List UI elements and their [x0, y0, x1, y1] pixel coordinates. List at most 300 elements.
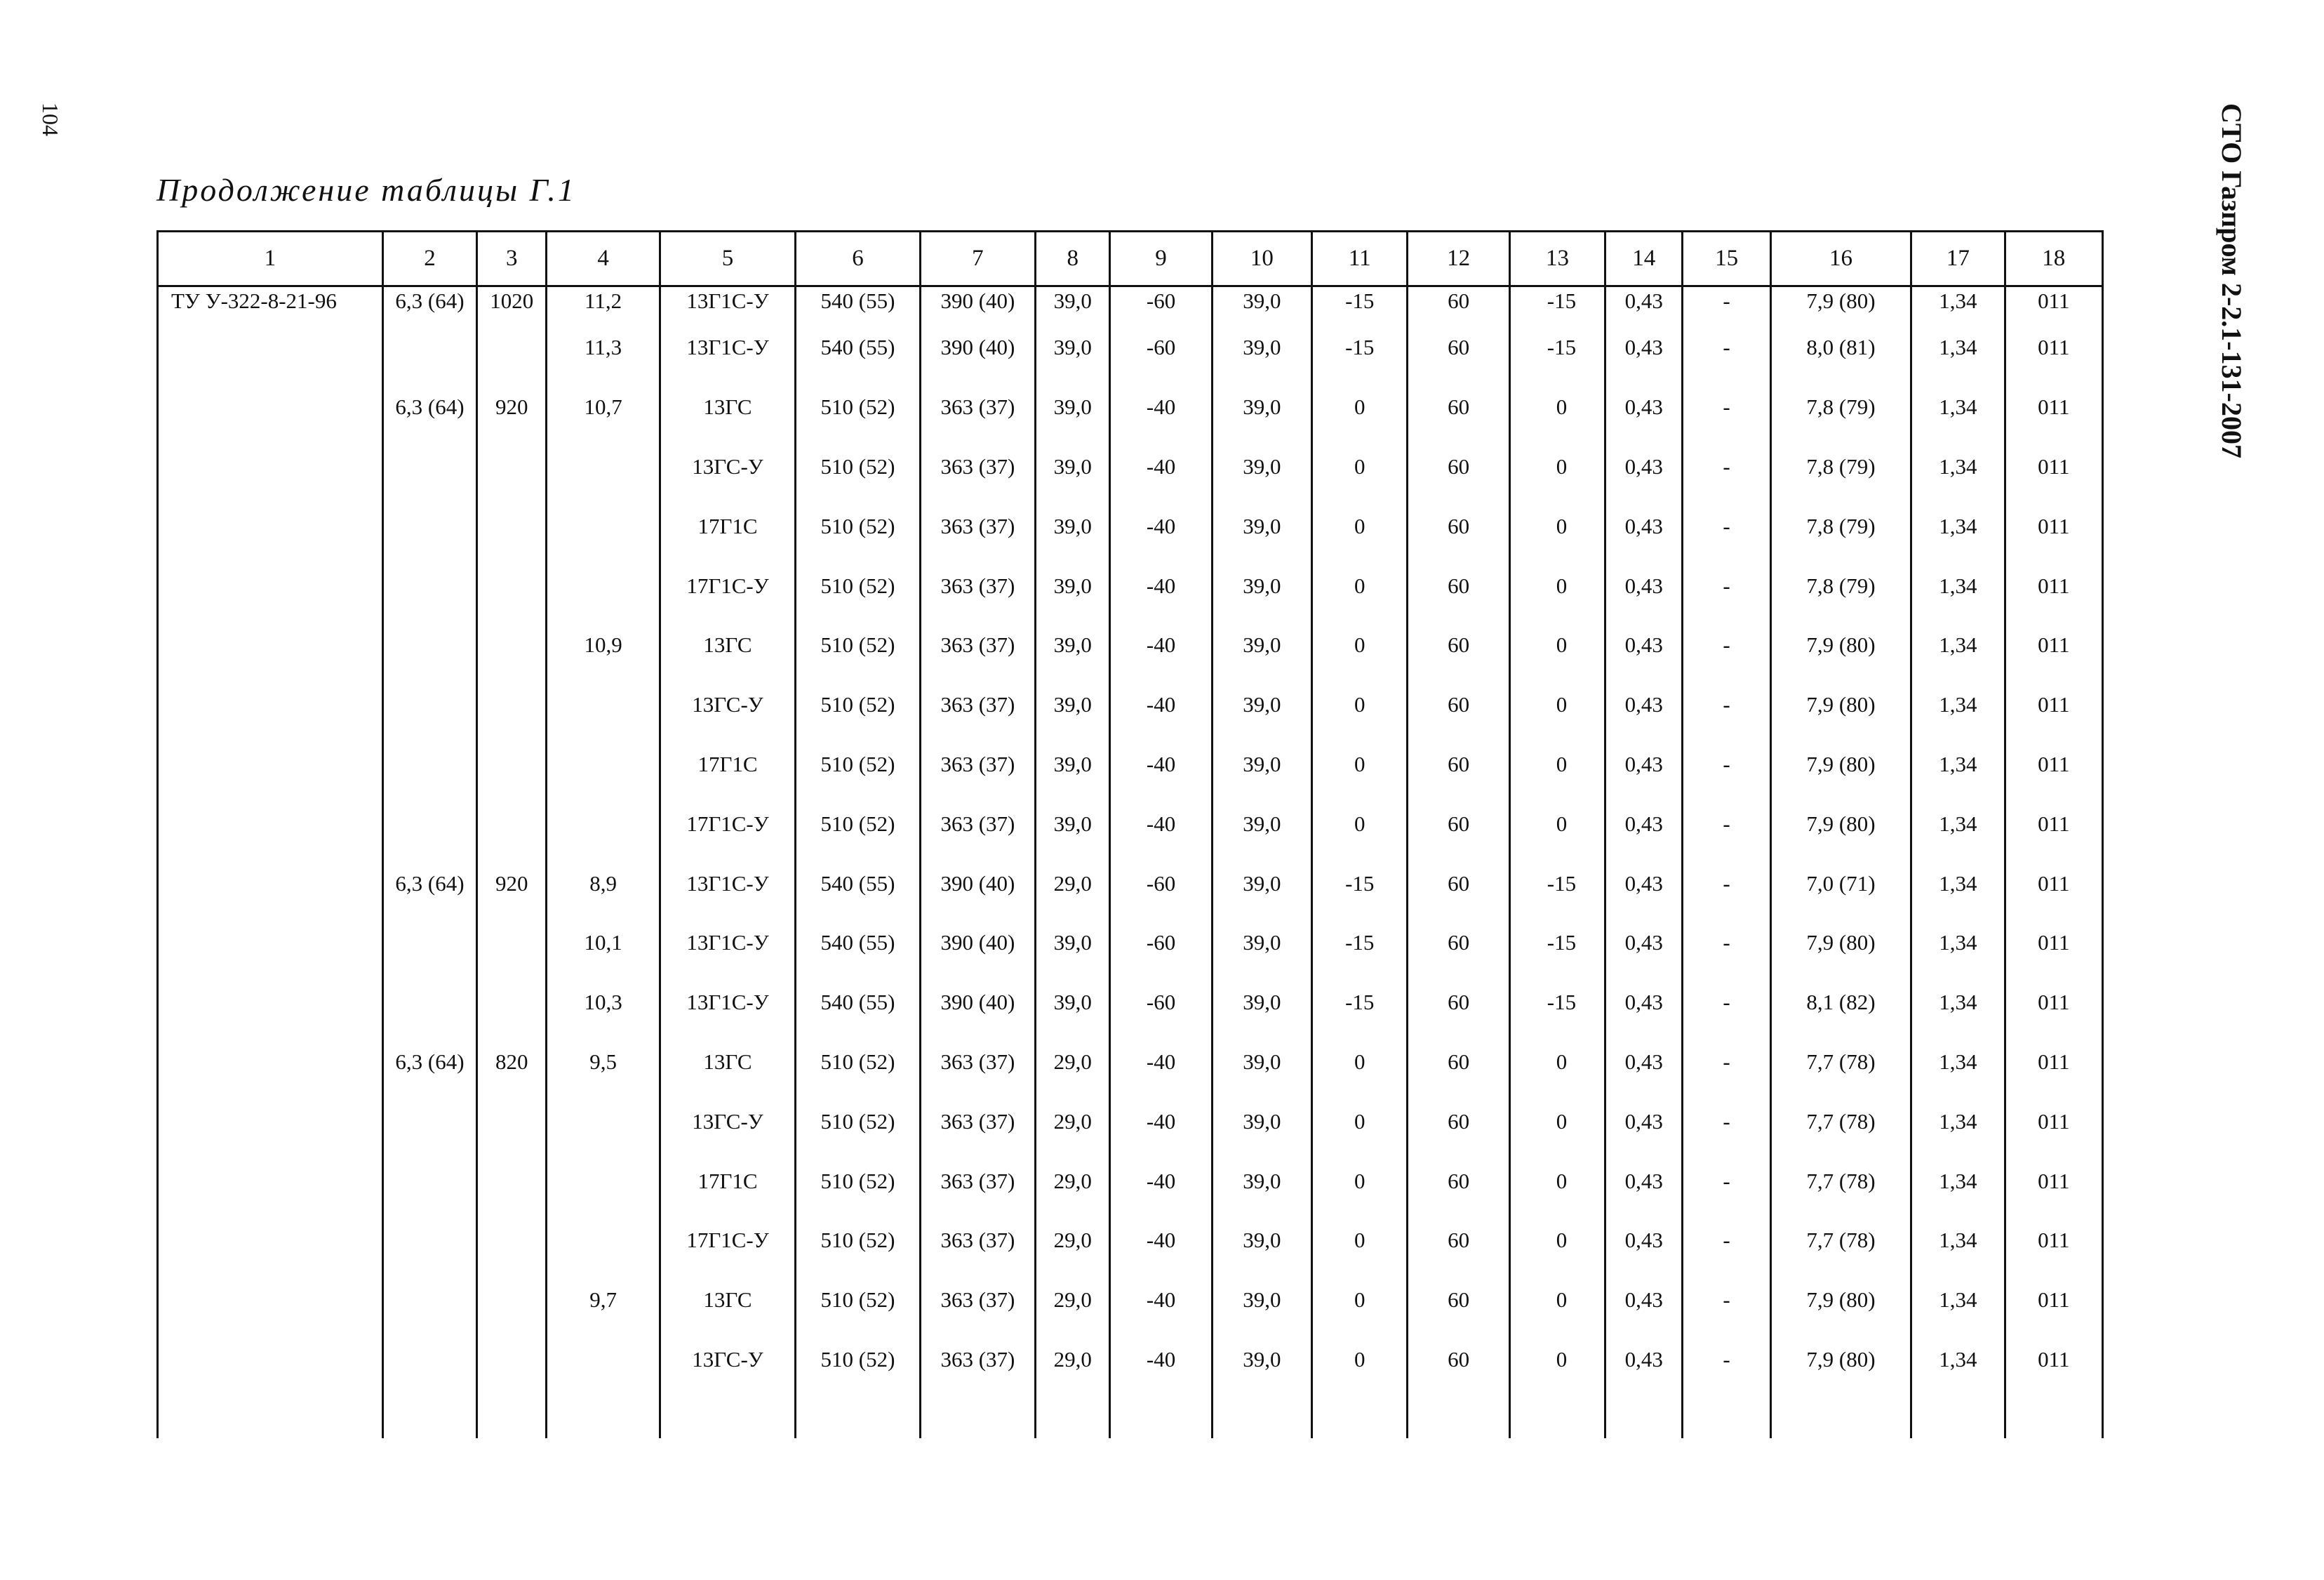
table-cell: ТУ У-322-8-21-96 [158, 286, 383, 319]
table-cell: 390 (40) [920, 973, 1035, 1033]
table-cell: 39,0 [1036, 437, 1110, 497]
table-cell: 6,3 (64) [382, 286, 476, 319]
table-cell: 363 (37) [920, 1270, 1035, 1330]
table-cell: 0 [1312, 1091, 1408, 1151]
column-header-8: 8 [1036, 232, 1110, 286]
table-cell: 0,43 [1605, 1211, 1683, 1270]
table-cell: 39,0 [1212, 556, 1311, 616]
table-cell: - [1683, 794, 1770, 854]
table-cell: 0,43 [1605, 1091, 1683, 1151]
table-cell: 011 [2005, 973, 2102, 1033]
table-cell: 1,34 [1911, 437, 2005, 497]
column-header-9: 9 [1110, 232, 1212, 286]
table-cell: 0,43 [1605, 913, 1683, 973]
table-cell: 540 (55) [796, 318, 920, 378]
table-cell: 0 [1509, 378, 1605, 437]
table-cell: 1,34 [1911, 794, 2005, 854]
table-cell: 540 (55) [796, 854, 920, 913]
table-row [158, 675, 2103, 735]
table-cell: - [1683, 616, 1770, 675]
table-cell: 60 [1408, 675, 1509, 735]
table-cell: 540 (55) [796, 286, 920, 319]
table-cell: 13Г1С-У [660, 973, 795, 1033]
table-cell: 39,0 [1036, 794, 1110, 854]
table-cell: 0 [1509, 1270, 1605, 1330]
table-cell: 0,43 [1605, 973, 1683, 1033]
table-cell: - [1683, 437, 1770, 497]
table-cell: 13Г1С-У [660, 913, 795, 973]
table-cell: 60 [1408, 1033, 1509, 1092]
table-cell: -40 [1110, 556, 1212, 616]
table-cell [158, 1151, 383, 1211]
table-cell: -40 [1110, 1330, 1212, 1390]
table-cell: 29,0 [1036, 1330, 1110, 1390]
table-cell [382, 1211, 476, 1270]
table-cell: 0,43 [1605, 378, 1683, 437]
table-cell: 363 (37) [920, 378, 1035, 437]
table-cell: 0 [1509, 1033, 1605, 1092]
table-cell: 7,7 (78) [1770, 1091, 1911, 1151]
table-cell [1509, 1389, 1605, 1438]
table-cell [547, 556, 660, 616]
table-cell [158, 794, 383, 854]
table-cell [1605, 1389, 1683, 1438]
table-cell: 0,43 [1605, 794, 1683, 854]
table-cell [1212, 1389, 1311, 1438]
table-cell: - [1683, 1091, 1770, 1151]
table-cell [477, 794, 547, 854]
table-cell: 39,0 [1036, 735, 1110, 795]
header-row [158, 232, 2103, 286]
table-cell: 6,3 (64) [382, 854, 476, 913]
table-cell: 510 (52) [796, 556, 920, 616]
table-cell [1408, 1389, 1509, 1438]
table-cell: 510 (52) [796, 1151, 920, 1211]
table-cell: 011 [2005, 556, 2102, 616]
table-cell: - [1683, 735, 1770, 795]
table-cell: 17Г1С [660, 496, 795, 556]
table-cell [547, 1211, 660, 1270]
table-row [158, 1033, 2103, 1092]
table-cell: -15 [1509, 286, 1605, 319]
table-cell: 363 (37) [920, 1151, 1035, 1211]
table-cell: 39,0 [1212, 616, 1311, 675]
table-cell [547, 496, 660, 556]
table-cell: 7,7 (78) [1770, 1033, 1911, 1092]
table-cell: 39,0 [1212, 378, 1311, 437]
table-cell: 60 [1408, 437, 1509, 497]
table-cell: 1,34 [1911, 675, 2005, 735]
table-row [158, 1091, 2103, 1151]
table-cell [547, 437, 660, 497]
table-cell [477, 616, 547, 675]
table-cell: - [1683, 1330, 1770, 1390]
table-cell: 011 [2005, 1330, 2102, 1390]
table-cell: 0 [1312, 675, 1408, 735]
table-cell: 39,0 [1036, 318, 1110, 378]
column-header-6: 6 [796, 232, 920, 286]
table-cell [920, 1389, 1035, 1438]
table-cell: 363 (37) [920, 1211, 1035, 1270]
table-cell: 510 (52) [796, 378, 920, 437]
table-cell: 0,43 [1605, 496, 1683, 556]
table-cell: 11,2 [547, 286, 660, 319]
table-cell: 39,0 [1212, 1270, 1311, 1330]
table-cell: 820 [477, 1033, 547, 1092]
table-cell: 1,34 [1911, 1151, 2005, 1211]
table-cell [796, 1389, 920, 1438]
table-cell: -40 [1110, 1151, 1212, 1211]
table-cell [1911, 1389, 2005, 1438]
table-cell: 363 (37) [920, 675, 1035, 735]
table-cell: 0 [1509, 437, 1605, 497]
table-cell: 7,0 (71) [1770, 854, 1911, 913]
table-cell [158, 735, 383, 795]
table-cell: 510 (52) [796, 1091, 920, 1151]
table-cell: 60 [1408, 616, 1509, 675]
table-cell [1683, 1389, 1770, 1438]
table-cell: - [1683, 378, 1770, 437]
table-row [158, 854, 2103, 913]
table-cell [158, 616, 383, 675]
table-cell: 1,34 [1911, 556, 2005, 616]
table-cell: 13ГС [660, 1270, 795, 1330]
table-cell [477, 1091, 547, 1151]
table-cell [547, 1330, 660, 1390]
table-cell: 011 [2005, 496, 2102, 556]
table-cell: 39,0 [1036, 616, 1110, 675]
table-cell: 390 (40) [920, 913, 1035, 973]
table-cell: 0,43 [1605, 1270, 1683, 1330]
table-cell: 011 [2005, 1151, 2102, 1211]
table-cell [477, 437, 547, 497]
table-cell: 1,34 [1911, 973, 2005, 1033]
table-cell: 17Г1С [660, 1151, 795, 1211]
data-table [156, 230, 2104, 1438]
table-cell: 39,0 [1212, 496, 1311, 556]
table-cell: 363 (37) [920, 1330, 1035, 1390]
table-cell: 0 [1509, 616, 1605, 675]
table-cell: 13ГС [660, 378, 795, 437]
table-cell: 0,43 [1605, 1151, 1683, 1211]
table-cell: 540 (55) [796, 913, 920, 973]
table-cell: 1,34 [1911, 318, 2005, 378]
table-row [158, 913, 2103, 973]
table-cell: 1,34 [1911, 1091, 2005, 1151]
table-cell [382, 1389, 476, 1438]
table-cell: 0 [1312, 556, 1408, 616]
table-cell [547, 794, 660, 854]
table-row [158, 496, 2103, 556]
table-cell: 7,8 (79) [1770, 437, 1911, 497]
column-header-15: 15 [1683, 232, 1770, 286]
table-cell: 60 [1408, 378, 1509, 437]
table-cell: 39,0 [1036, 286, 1110, 319]
table-cell [2005, 1389, 2102, 1438]
table-row [158, 735, 2103, 795]
table-cell: 1,34 [1911, 913, 2005, 973]
table-cell: 39,0 [1036, 496, 1110, 556]
table-cell: 10,3 [547, 973, 660, 1033]
table-cell: -40 [1110, 675, 1212, 735]
column-header-4: 4 [547, 232, 660, 286]
table-cell: 39,0 [1212, 675, 1311, 735]
table-cell: 011 [2005, 794, 2102, 854]
table-cell [1110, 1389, 1212, 1438]
table-cell: 390 (40) [920, 854, 1035, 913]
table-cell: 510 (52) [796, 616, 920, 675]
table-cell: - [1683, 854, 1770, 913]
column-header-10: 10 [1212, 232, 1311, 286]
table-cell: 17Г1С-У [660, 556, 795, 616]
table-cell: 0 [1312, 1211, 1408, 1270]
table-cell [382, 794, 476, 854]
table-cell: 011 [2005, 378, 2102, 437]
table-cell: 920 [477, 378, 547, 437]
table-cell: 510 (52) [796, 496, 920, 556]
table-cell: 011 [2005, 854, 2102, 913]
table-cell: 39,0 [1036, 675, 1110, 735]
table-cell: 7,7 (78) [1770, 1151, 1911, 1211]
table-cell: 1,34 [1911, 1033, 2005, 1092]
table-cell: - [1683, 675, 1770, 735]
table-cell: 0 [1509, 735, 1605, 795]
table-row [158, 378, 2103, 437]
table-cell: 13Г1С-У [660, 318, 795, 378]
table-cell: 39,0 [1212, 854, 1311, 913]
table-cell [477, 556, 547, 616]
table-cell: 0,43 [1605, 286, 1683, 319]
table-cell [382, 1151, 476, 1211]
table-cell: 1,34 [1911, 1270, 2005, 1330]
table-cell: 510 (52) [796, 1270, 920, 1330]
table-cell [477, 1270, 547, 1330]
table-cell: 510 (52) [796, 1033, 920, 1092]
table-cell: 1,34 [1911, 496, 2005, 556]
table-cell [382, 437, 476, 497]
table-cell: 0 [1312, 378, 1408, 437]
table-cell: 6,3 (64) [382, 378, 476, 437]
table-cell: 11,3 [547, 318, 660, 378]
table-cell [547, 735, 660, 795]
table-cell: -40 [1110, 616, 1212, 675]
table-cell: 1020 [477, 286, 547, 319]
table-cell: 29,0 [1036, 854, 1110, 913]
table-cell: 39,0 [1212, 1211, 1311, 1270]
table-cell: -15 [1312, 913, 1408, 973]
table-cell: - [1683, 1151, 1770, 1211]
table-cell: 10,9 [547, 616, 660, 675]
table-cell: 011 [2005, 318, 2102, 378]
table-cell [477, 1389, 547, 1438]
table-cell: 1,34 [1911, 1330, 2005, 1390]
column-header-3: 3 [477, 232, 547, 286]
table-cell: -40 [1110, 437, 1212, 497]
table-cell: 17Г1С-У [660, 1211, 795, 1270]
table-cell [382, 675, 476, 735]
table-cell: -40 [1110, 496, 1212, 556]
table-cell [158, 1211, 383, 1270]
table-cell: -15 [1312, 854, 1408, 913]
table-cell: 7,9 (80) [1770, 913, 1911, 973]
table-cell: 0 [1509, 556, 1605, 616]
table-cell [158, 437, 383, 497]
table-cell: 390 (40) [920, 286, 1035, 319]
table-cell: 60 [1408, 1151, 1509, 1211]
table-cell: 363 (37) [920, 437, 1035, 497]
table-cell: - [1683, 973, 1770, 1033]
table-cell: 0,43 [1605, 854, 1683, 913]
table-cell: 390 (40) [920, 318, 1035, 378]
table-cell: - [1683, 556, 1770, 616]
table-cell: 9,5 [547, 1033, 660, 1092]
table-cell: 011 [2005, 913, 2102, 973]
table-cell [158, 318, 383, 378]
table-cell [158, 854, 383, 913]
table-cell: -15 [1509, 913, 1605, 973]
table-cell: -40 [1110, 1211, 1212, 1270]
column-header-11: 11 [1312, 232, 1408, 286]
table-cell: 9,7 [547, 1270, 660, 1330]
table-cell: 0 [1312, 1270, 1408, 1330]
table-cell: -40 [1110, 1270, 1212, 1330]
table-row [158, 973, 2103, 1033]
table-cell: 7,9 (80) [1770, 1270, 1911, 1330]
table-cell: 0 [1312, 794, 1408, 854]
table-cell: 60 [1408, 794, 1509, 854]
table-cell: - [1683, 1033, 1770, 1092]
table-cell [547, 675, 660, 735]
table-cell: 7,9 (80) [1770, 735, 1911, 795]
table-cell: 1,34 [1911, 286, 2005, 319]
table-row [158, 1330, 2103, 1390]
table-cell: 39,0 [1036, 556, 1110, 616]
table-cell: - [1683, 496, 1770, 556]
column-header-7: 7 [920, 232, 1035, 286]
table-cell: 60 [1408, 1330, 1509, 1390]
table-cell [382, 1091, 476, 1151]
table-cell: 60 [1408, 496, 1509, 556]
table-cell: 363 (37) [920, 1091, 1035, 1151]
table-cell: 39,0 [1036, 378, 1110, 437]
table-cell: 0 [1509, 675, 1605, 735]
table-cell: 0 [1312, 1033, 1408, 1092]
table-cell [477, 1151, 547, 1211]
table-cell: 510 (52) [796, 1211, 920, 1270]
table-cell: 0,43 [1605, 1330, 1683, 1390]
table-cell: 0 [1312, 437, 1408, 497]
table-cell: 7,9 (80) [1770, 1330, 1911, 1390]
table-cell: -15 [1509, 973, 1605, 1033]
table-cell [158, 1091, 383, 1151]
table-cell: 7,8 (79) [1770, 378, 1911, 437]
table-cell: 39,0 [1212, 973, 1311, 1033]
table-row [158, 286, 2103, 319]
table-cell: 60 [1408, 1091, 1509, 1151]
table-cell: 0 [1312, 1151, 1408, 1211]
table-cell: 510 (52) [796, 1330, 920, 1390]
table-cell [1770, 1389, 1911, 1438]
table-cell: -15 [1312, 286, 1408, 319]
table-cell: 510 (52) [796, 675, 920, 735]
table-cell: 13ГС-У [660, 1330, 795, 1390]
table-cell: 7,9 (80) [1770, 616, 1911, 675]
table-cell: 13Г1С-У [660, 286, 795, 319]
table-cell: 363 (37) [920, 735, 1035, 795]
table-cell: -40 [1110, 1033, 1212, 1092]
table-cell [382, 616, 476, 675]
table-cell: -40 [1110, 1091, 1212, 1151]
table-cell: 363 (37) [920, 556, 1035, 616]
table-cell [158, 1330, 383, 1390]
table-cell [477, 675, 547, 735]
table-cell: 13ГС-У [660, 437, 795, 497]
column-header-5: 5 [660, 232, 795, 286]
table-cell: 29,0 [1036, 1091, 1110, 1151]
table-cell: 011 [2005, 675, 2102, 735]
table-cell [158, 556, 383, 616]
table-cell: 0 [1509, 1151, 1605, 1211]
table-cell: 60 [1408, 556, 1509, 616]
table-cell: 0 [1312, 496, 1408, 556]
table-cell: 1,34 [1911, 616, 2005, 675]
table-cell: 13ГС-У [660, 1091, 795, 1151]
table-cell: 011 [2005, 735, 2102, 795]
table-cell: 39,0 [1212, 1151, 1311, 1211]
table-cell: -15 [1509, 318, 1605, 378]
table-cell: 29,0 [1036, 1033, 1110, 1092]
table-cell: 7,7 (78) [1770, 1211, 1911, 1270]
table-cell: 7,9 (80) [1770, 675, 1911, 735]
table-cell: 0,43 [1605, 735, 1683, 795]
table-cell [1312, 1389, 1408, 1438]
table-cell [158, 675, 383, 735]
column-header-2: 2 [382, 232, 476, 286]
table-cell: -15 [1312, 973, 1408, 1033]
table-cell: - [1683, 1270, 1770, 1330]
table-cell: 0,43 [1605, 1033, 1683, 1092]
table-cell: 7,9 (80) [1770, 794, 1911, 854]
table-cell [477, 1330, 547, 1390]
table-cell: -60 [1110, 318, 1212, 378]
table-cell [477, 1211, 547, 1270]
table-cell: 39,0 [1212, 913, 1311, 973]
table-cell: 011 [2005, 1270, 2102, 1330]
table-cell: -15 [1509, 854, 1605, 913]
page-number: 104 [38, 102, 63, 136]
table-cell: 7,9 (80) [1770, 286, 1911, 319]
table-cell [382, 556, 476, 616]
table-cell [547, 1389, 660, 1438]
table-cell [158, 913, 383, 973]
table-cell: 39,0 [1212, 1033, 1311, 1092]
column-header-14: 14 [1605, 232, 1683, 286]
table-cell: 0,43 [1605, 616, 1683, 675]
table-cell [382, 973, 476, 1033]
table-cell: 920 [477, 854, 547, 913]
table-cell: 13ГС-У [660, 675, 795, 735]
table-cell [382, 318, 476, 378]
table-row [158, 437, 2103, 497]
column-header-16: 16 [1770, 232, 1911, 286]
table-cell: 510 (52) [796, 794, 920, 854]
column-header-13: 13 [1509, 232, 1605, 286]
table-cell [382, 1270, 476, 1330]
column-header-1: 1 [158, 232, 383, 286]
table-cell [158, 1033, 383, 1092]
table-cell: 0 [1509, 1211, 1605, 1270]
table-cell: 29,0 [1036, 1270, 1110, 1330]
